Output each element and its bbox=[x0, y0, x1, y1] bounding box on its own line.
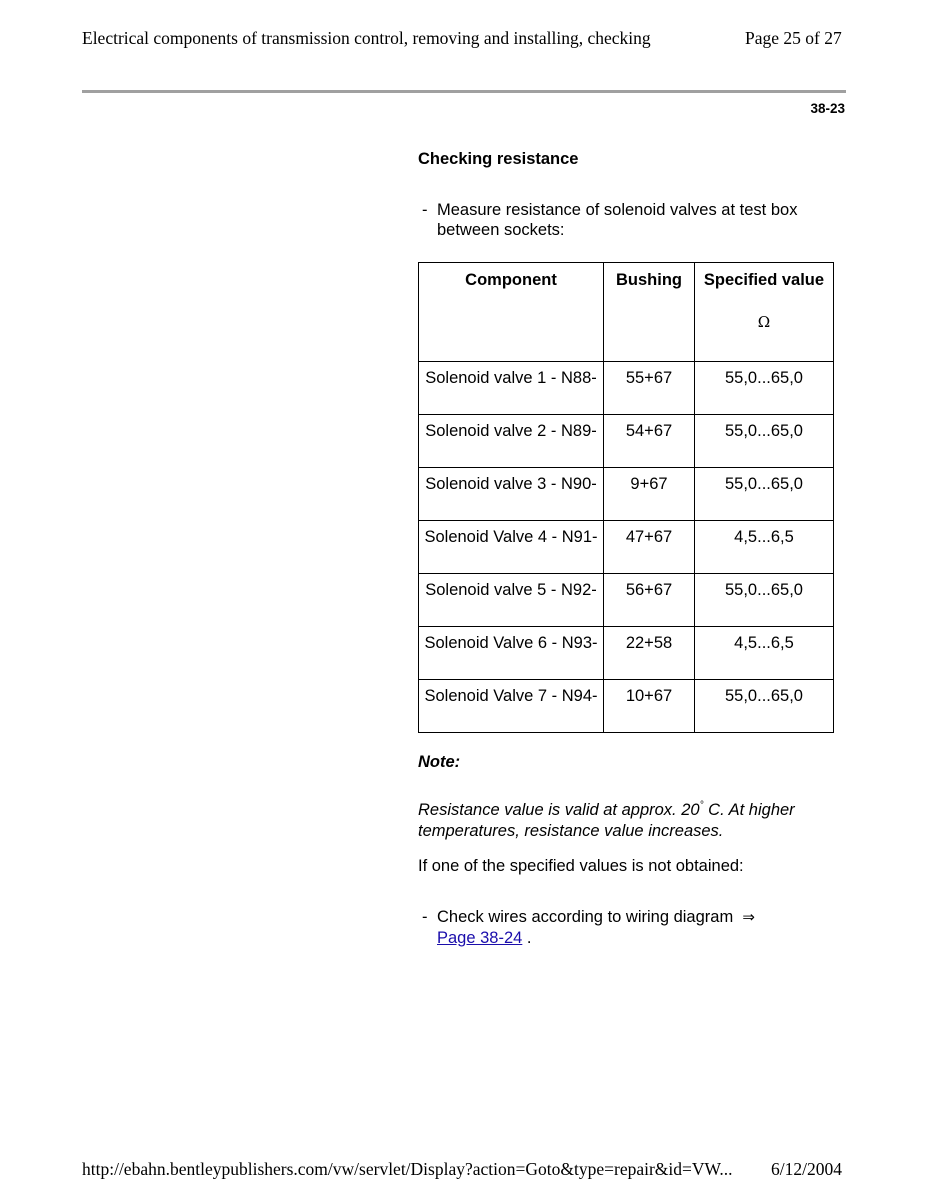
cell-bushing: 55+67 bbox=[604, 362, 695, 415]
cell-value: 4,5...6,5 bbox=[695, 521, 834, 574]
instruction-step-1 bbox=[418, 200, 828, 240]
cell-component: Solenoid valve 1 - N88- bbox=[419, 362, 604, 415]
ohm-unit: Ω bbox=[757, 313, 771, 331]
instruction-text: Measure resistance of solenoid valves at test box between sockets: bbox=[437, 201, 798, 239]
cell-bushing: 47+67 bbox=[604, 521, 695, 574]
header-component: Component bbox=[419, 263, 604, 362]
instruction-step-2 bbox=[418, 907, 828, 948]
note-heading: Note: bbox=[418, 753, 461, 771]
cell-value: 55,0...65,0 bbox=[695, 574, 834, 627]
footer-url: http://ebahn.bentleypublishers.com/vw/servlet/Display?action=Goto&type=repair&id=VW... bbox=[82, 1159, 733, 1179]
cell-bushing: 22+58 bbox=[604, 627, 695, 680]
cell-component: Solenoid Valve 6 - N93- bbox=[419, 627, 604, 680]
table-row bbox=[419, 574, 834, 627]
header-specified-value bbox=[695, 263, 834, 362]
document-title: Electrical components of transmission control, removing and installing, checking bbox=[82, 28, 651, 48]
table-header-row bbox=[419, 263, 834, 362]
right-arrow-icon: ⇒ bbox=[742, 909, 755, 926]
cell-value: 55,0...65,0 bbox=[695, 468, 834, 521]
table-row bbox=[419, 680, 834, 733]
note-text bbox=[418, 795, 838, 842]
header-bushing: Bushing bbox=[604, 263, 695, 362]
page-number: 38-23 bbox=[810, 101, 845, 116]
cell-bushing: 9+67 bbox=[604, 468, 695, 521]
degree-symbol: ° bbox=[699, 800, 704, 811]
cell-bushing: 54+67 bbox=[604, 415, 695, 468]
check-wires-text: Check wires according to wiring diagram bbox=[437, 908, 734, 926]
link-trailing-period: . bbox=[522, 929, 532, 947]
header-divider bbox=[82, 90, 846, 93]
cell-value: 4,5...6,5 bbox=[695, 627, 834, 680]
cell-component: Solenoid Valve 4 - N91- bbox=[419, 521, 604, 574]
cell-component: Solenoid valve 2 - N89- bbox=[419, 415, 604, 468]
note-text-part1: Resistance value is valid at approx. 20 bbox=[418, 801, 700, 819]
condition-text: If one of the specified values is not obtained: bbox=[418, 857, 744, 875]
cell-component: Solenoid valve 5 - N92- bbox=[419, 574, 604, 627]
bullet-dash: - bbox=[422, 201, 428, 219]
table-row bbox=[419, 415, 834, 468]
resistance-table bbox=[418, 262, 834, 733]
page-38-24-link[interactable]: Page 38-24 bbox=[437, 929, 523, 947]
cell-bushing: 56+67 bbox=[604, 574, 695, 627]
cell-bushing: 10+67 bbox=[604, 680, 695, 733]
bullet-dash: - bbox=[422, 908, 428, 926]
table-row bbox=[419, 627, 834, 680]
table-row bbox=[419, 521, 834, 574]
table-row bbox=[419, 362, 834, 415]
cell-value: 55,0...65,0 bbox=[695, 415, 834, 468]
note-text-part2: C. At higher temperatures, resistance value increases. bbox=[418, 801, 795, 840]
table-row bbox=[419, 468, 834, 521]
cell-component: Solenoid Valve 7 - N94- bbox=[419, 680, 604, 733]
section-heading: Checking resistance bbox=[418, 150, 579, 168]
specified-value-label: Specified value bbox=[703, 271, 825, 289]
cell-value: 55,0...65,0 bbox=[695, 362, 834, 415]
instruction-text bbox=[437, 907, 828, 948]
footer-date: 6/12/2004 bbox=[771, 1159, 842, 1179]
page-counter: Page 25 of 27 bbox=[745, 28, 842, 48]
cell-value: 55,0...65,0 bbox=[695, 680, 834, 733]
cell-component: Solenoid valve 3 - N90- bbox=[419, 468, 604, 521]
